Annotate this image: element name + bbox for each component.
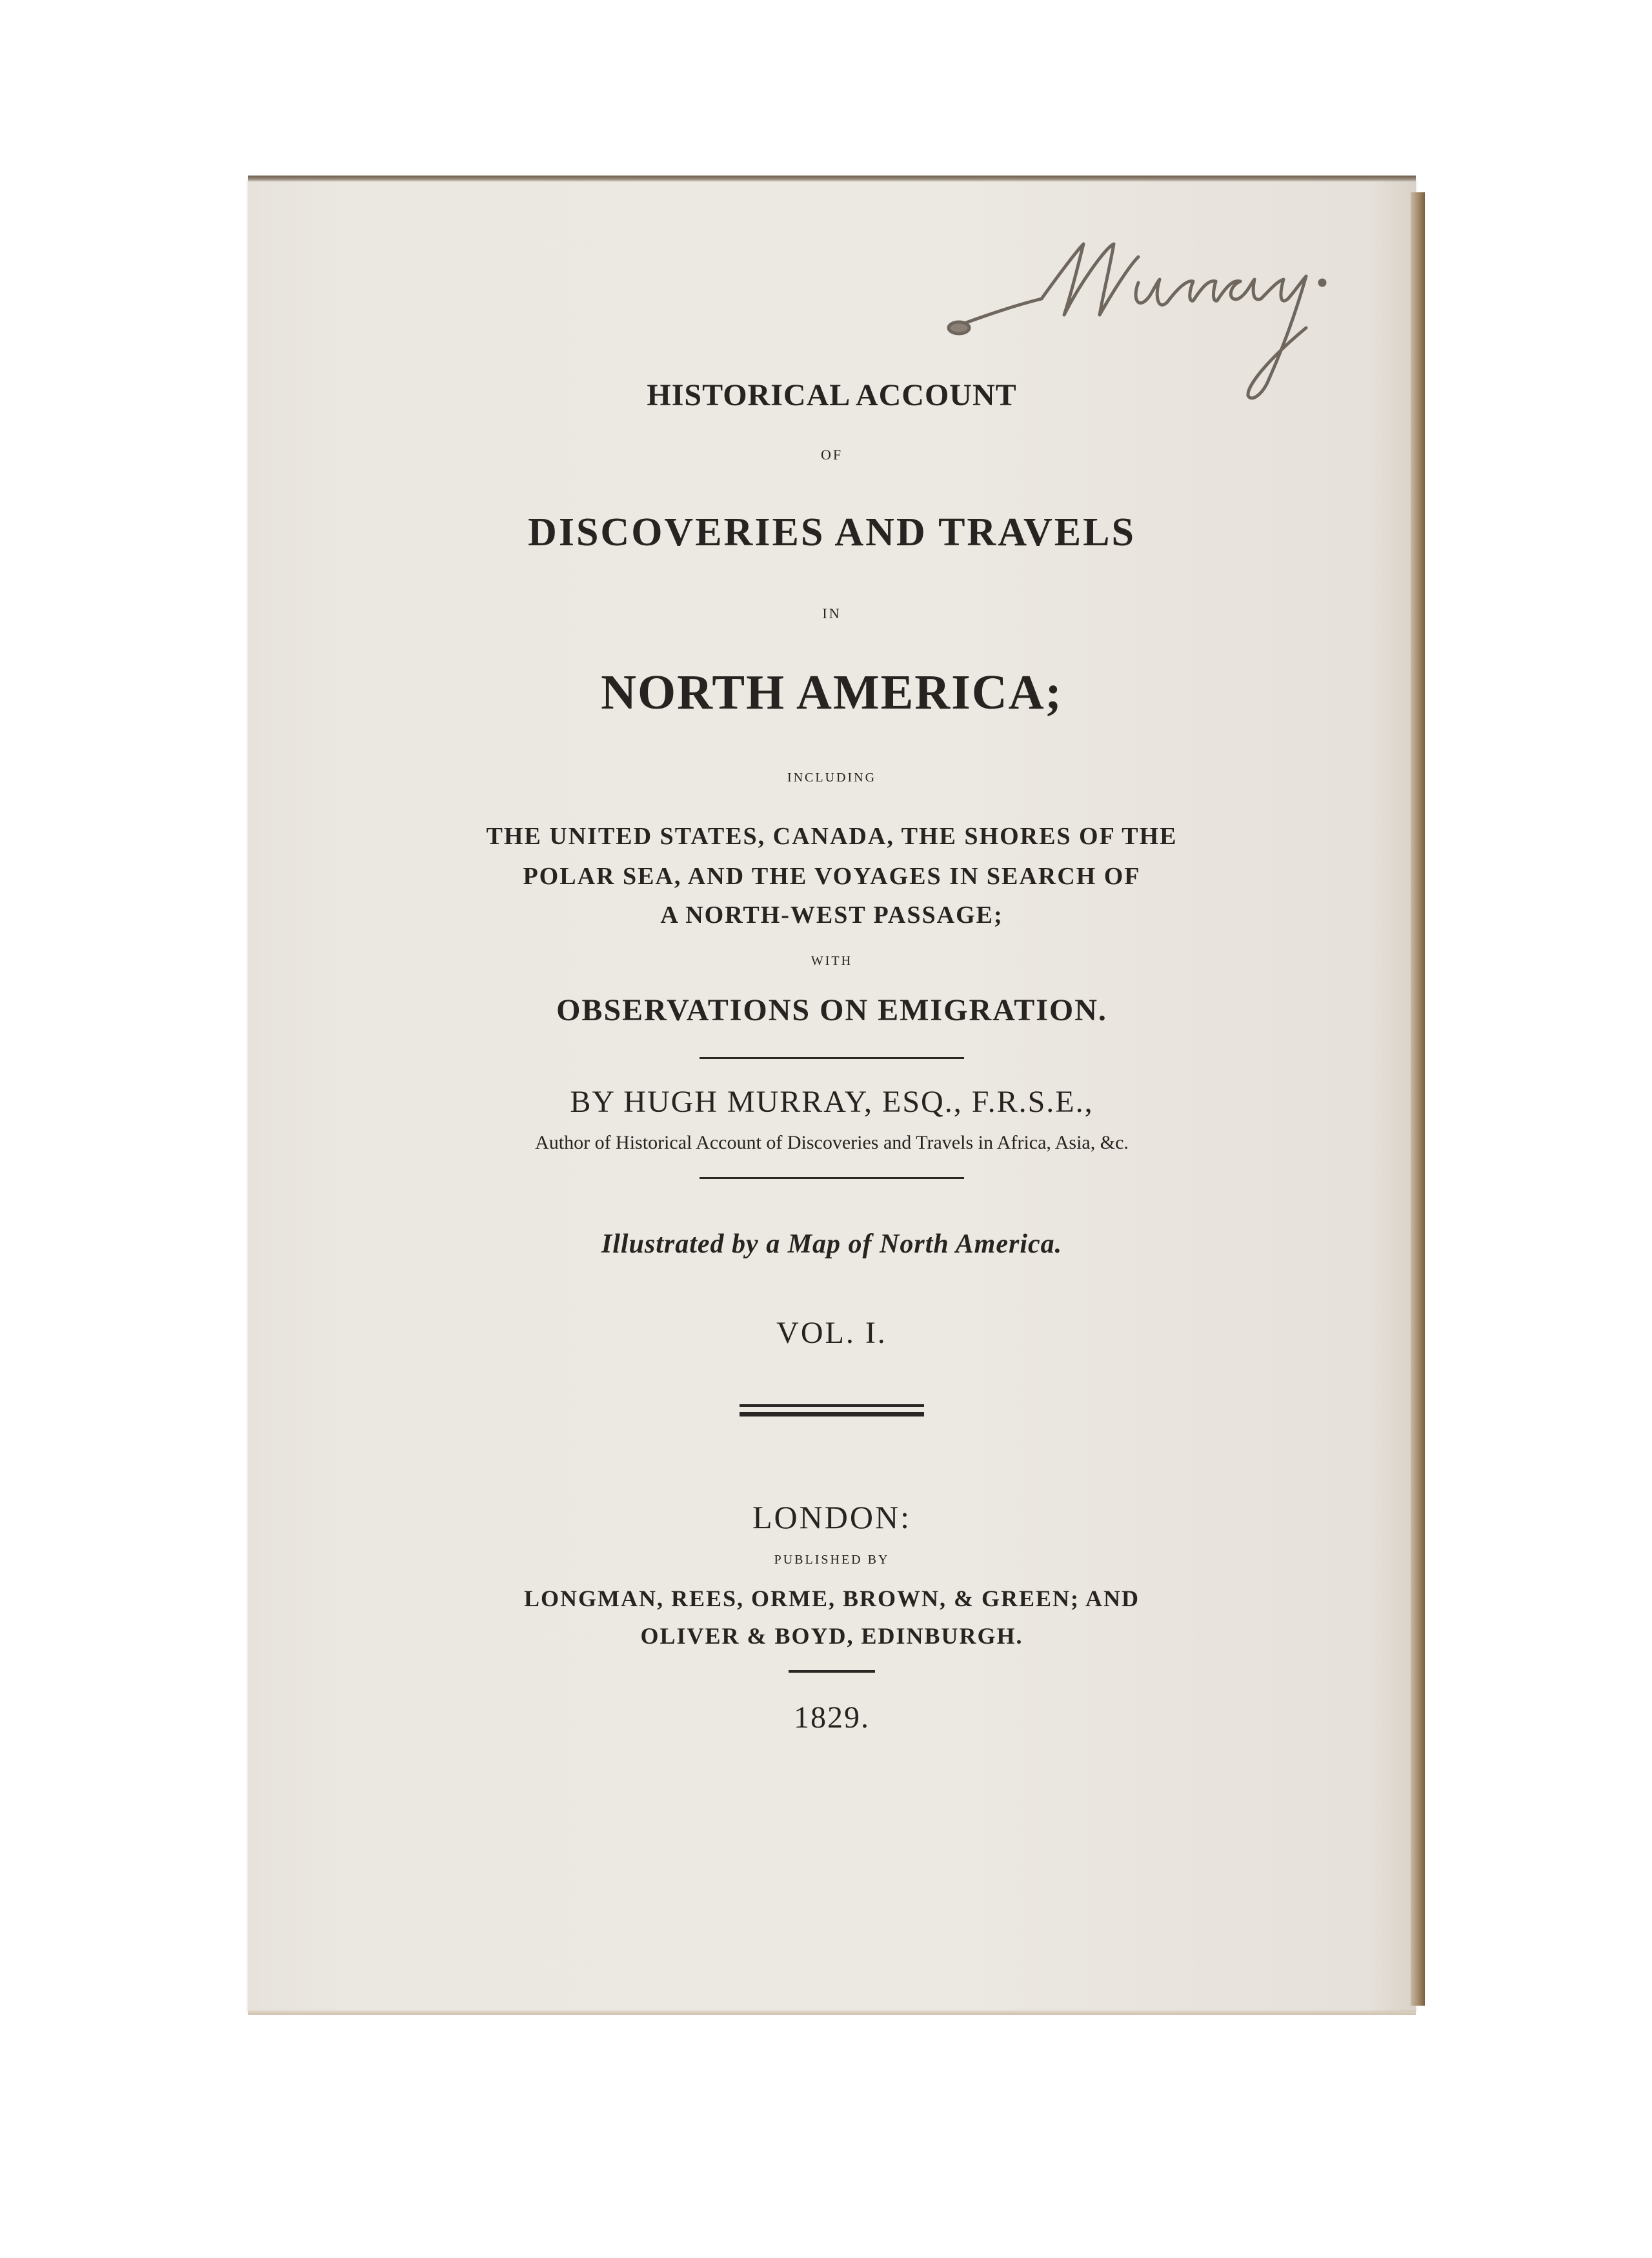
divider-rule (700, 1177, 964, 1179)
imprint-city: LONDON: (752, 1499, 911, 1535)
title-line-in: IN (822, 605, 841, 621)
title-line-including: INCLUDING (787, 771, 877, 785)
divider-rule (789, 1670, 875, 1673)
title-line-with: WITH (811, 954, 853, 968)
page-top-edge (248, 176, 1416, 182)
author-note: Author of Historical Account of Discoveries and Travels in Africa, Asia, &c. (535, 1132, 1129, 1153)
title-line-discoveries: DISCOVERIES AND TRAVELS (528, 510, 1136, 554)
publisher-line-1: LONGMAN, REES, ORME, BROWN, & GREEN; AND (523, 1586, 1140, 1611)
illustrated-line: Illustrated by a Map of North America. (601, 1229, 1063, 1259)
title-line-of: OF (820, 447, 843, 463)
subtitle-line-2: POLAR SEA, AND THE VOYAGES IN SEARCH OF (523, 863, 1141, 890)
volume-label: VOL. I. (776, 1316, 887, 1350)
page-bottom-edge (248, 2010, 1416, 2015)
double-rule (740, 1412, 924, 1416)
publication-year: 1829. (794, 1700, 870, 1735)
title-line-observations: OBSERVATIONS ON EMIGRATION. (556, 993, 1107, 1027)
publisher-line-2: OLIVER & BOYD, EDINBURGH. (640, 1623, 1023, 1649)
title-line-historical-account: HISTORICAL ACCOUNT (647, 378, 1017, 412)
double-rule (740, 1404, 924, 1407)
published-by-label: PUBLISHED BY (774, 1553, 890, 1567)
subtitle-line-3: A NORTH-WEST PASSAGE; (660, 902, 1003, 929)
title-line-north-america: NORTH AMERICA; (601, 665, 1063, 720)
title-page (248, 179, 1416, 2012)
author-line: BY HUGH MURRAY, ESQ., F.R.S.E., (570, 1085, 1094, 1119)
subtitle-line-1: THE UNITED STATES, CANADA, THE SHORES OF THE (486, 823, 1178, 850)
divider-rule (700, 1057, 964, 1059)
